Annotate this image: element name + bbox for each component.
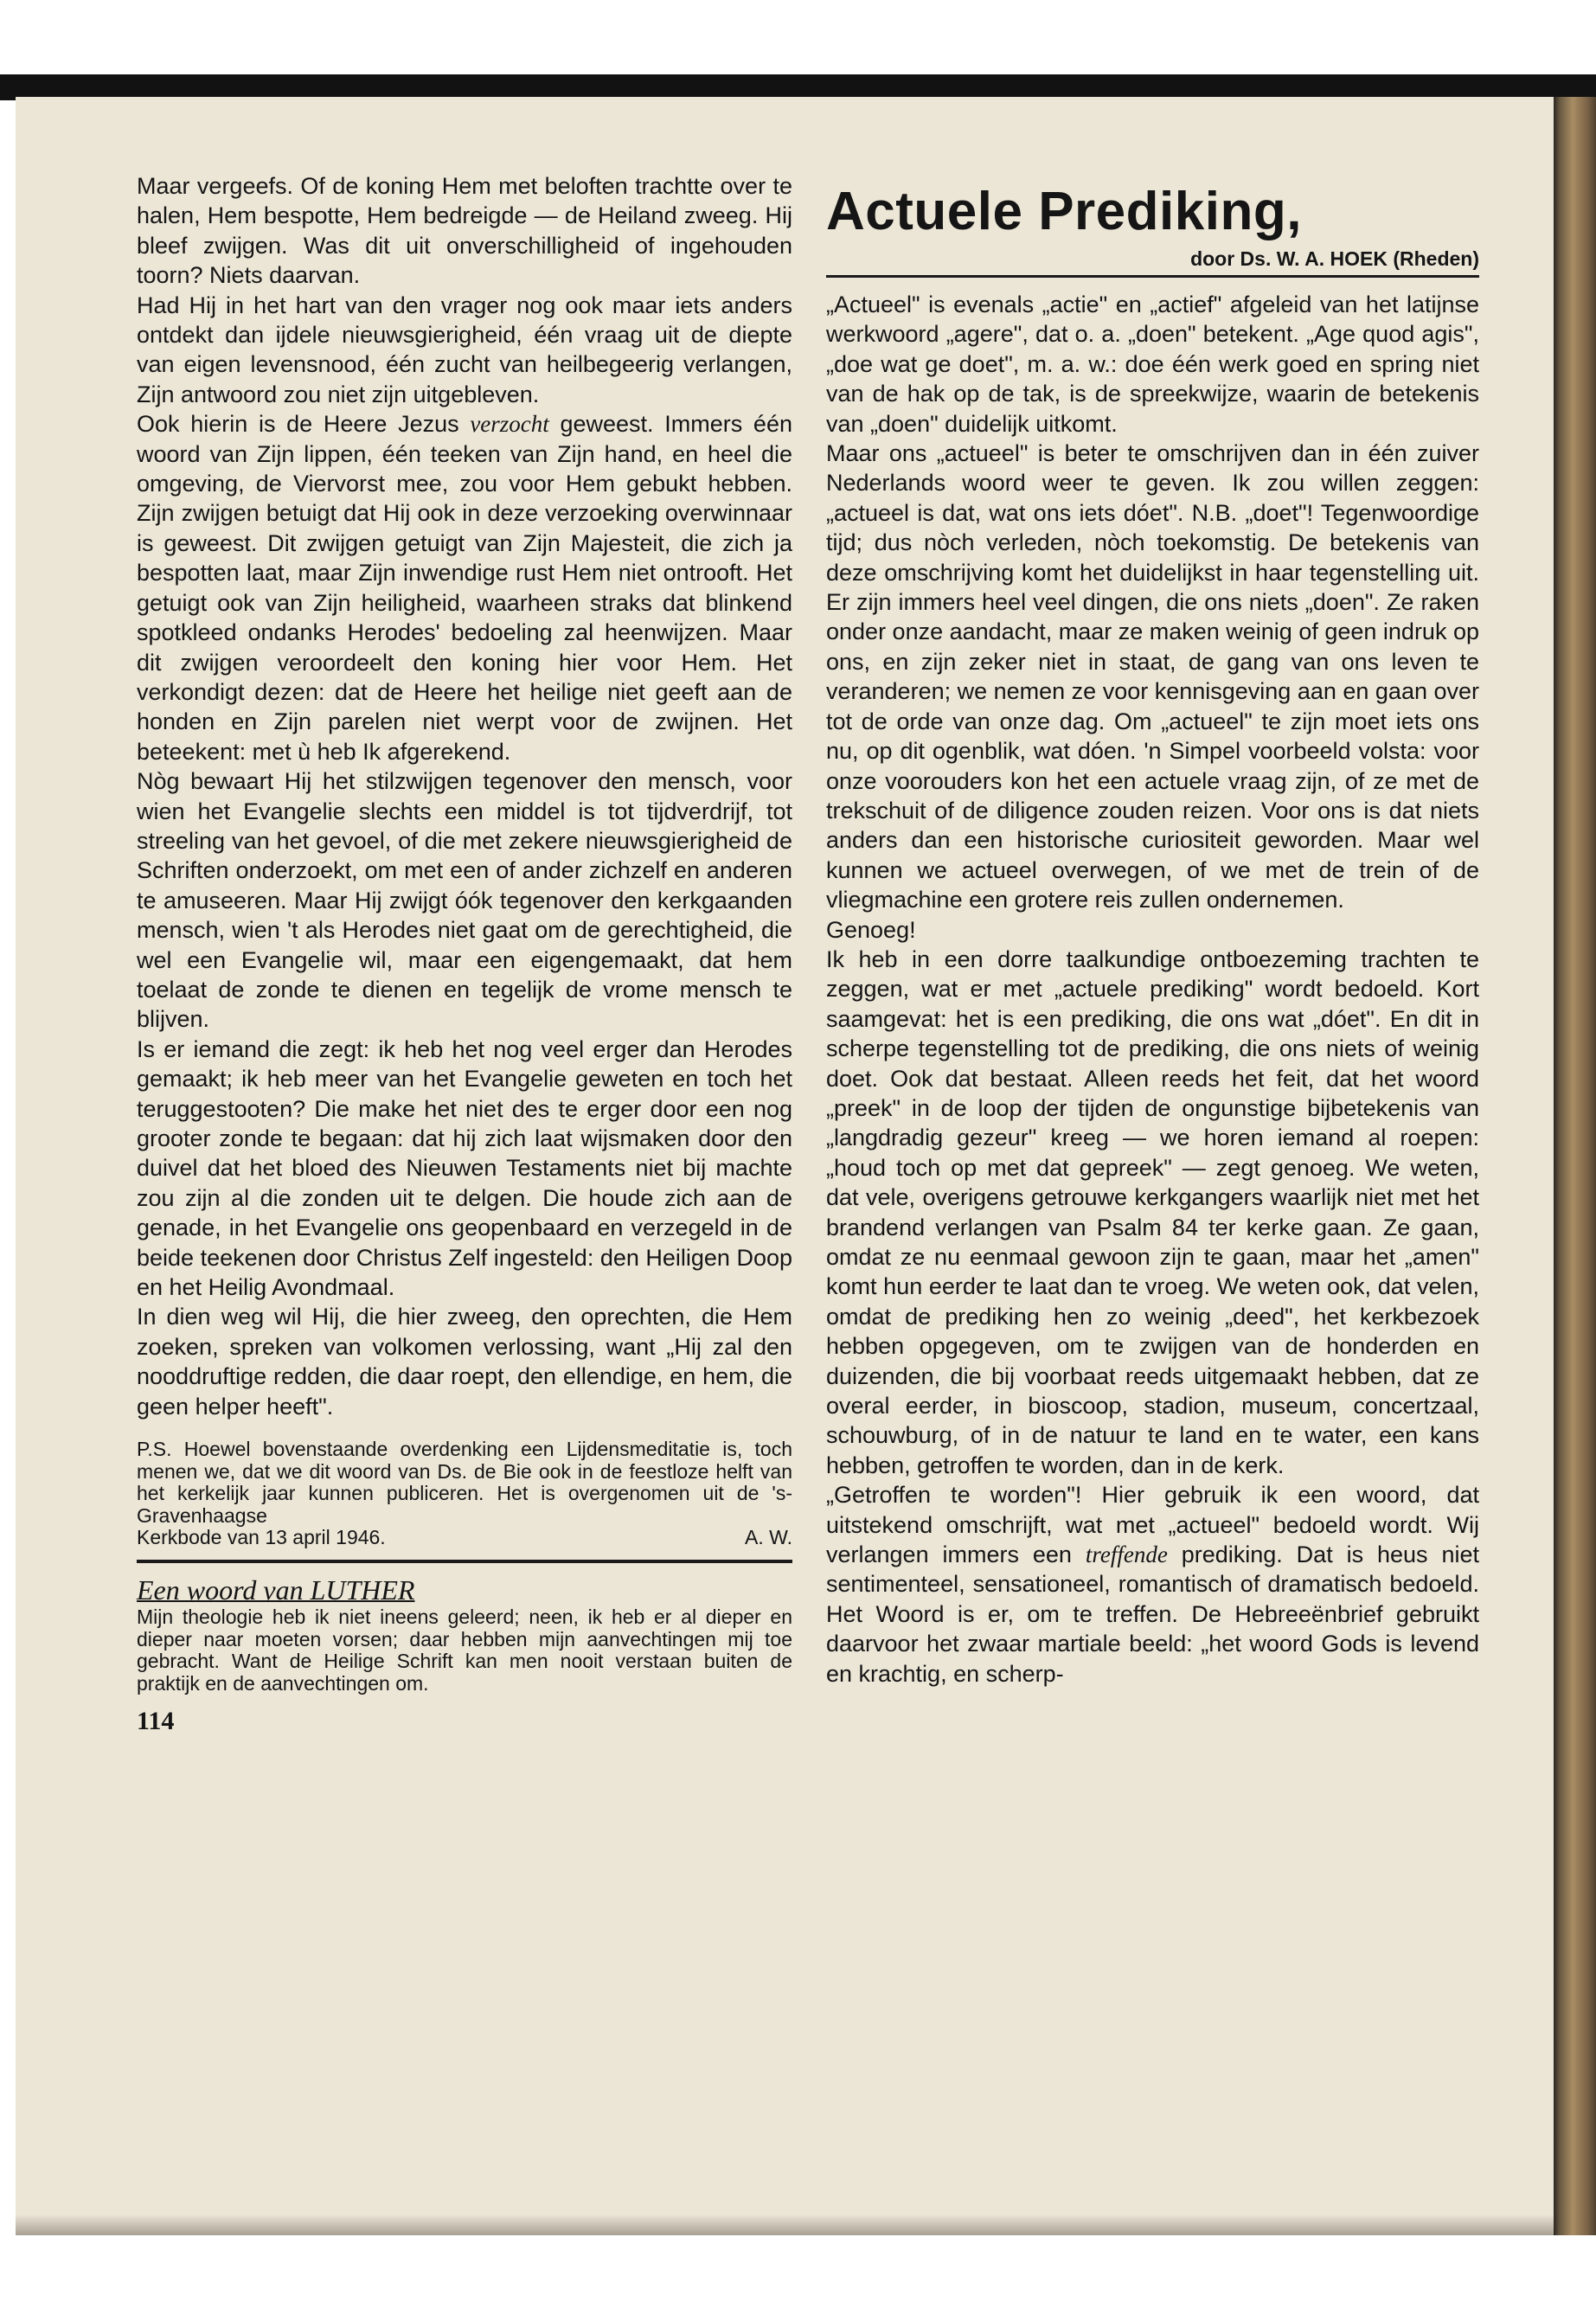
luther-quote: Mijn theologie heb ik niet ineens geleerd; neen, ik heb er al dieper en dieper naar moeten vorsen; daar hebben mijn aanvechtingen mij toe gebracht. Want de Heilige Schrift kan men nooit verstaan buiten de praktijk en de aanvechtingen om. — [137, 1606, 792, 1695]
page-bottom-shadow — [16, 2214, 1554, 2235]
book-spine — [1554, 97, 1596, 2235]
paragraph — [137, 409, 792, 766]
article-title: Actuele Prediking, — [826, 182, 1302, 241]
paragraph: Maar ons „actueel" is beter te omschrijven dan in één zuiver Nederlands woord weer te geven. Ik zou willen zeggen: „actueel is dat, wat ons iets dóet". N.B. „doet"! Tegenwoordige tijd; dus nòch verleden, nòch toekomstig. De betekenis van deze omschrijving komt het duidelijkst in haar tegenstelling uit. Er zijn immers heel veel dingen, die ons niets „doen". Ze raken onder onze aandacht, maar ze maken weinig of geen indruk op ons, en zijn zeker niet in staat, de gang van ons leven te veranderen; we nemen ze voor kennisgeving aan en gaan over tot de orde van onze dag. Om „actueel" te zijn moet iets ons nu, op dit ogenblik, wat dóen. 'n Simpel voorbeeld volsta: voor onze voorouders kon het een actuele vraag zijn, of ze met de trekschuit of de diligence zouden reizen. Voor ons is dat niets anders dan een historische curiositeit geworden. Maar wel kunnen we actueel overwegen, of we met de trein of de vliegmachine een grotere reis zullen ondernemen. — [826, 440, 1479, 913]
postscript-source: Kerkbode van 13 april 1946. — [137, 1526, 386, 1549]
postscript-initials: A. W. — [745, 1526, 792, 1549]
text-run: prediking. Dat is heus niet sentimenteel, sensationeel, romantisch of dramatisch bedoeld. Het Woord is er, om te treffen. De Hebreeënbrief gebruikt daarvoor het zwaar martiale beeld: „het woord Gods is levend en krachtig, en scherp- — [826, 1541, 1479, 1687]
text-run: geweest. Immers één woord van Zijn lippen, één teeken van Zijn hand, en heel die omgeving, de Viervorst mee, zou voor Hem gebukt hebben. Zijn zwijgen betuigt dat Hij ook in deze verzoeking overwinnaar is geweest. Dit zwijgen getuigt van Zijn Majesteit, die zich ja bespotten laat, maar Zijn inwendige rust Hem niet ontrooft. Het getuigt ook van Zijn heiligheid, waarheen straks dat blinkend spotkleed ondanks Herodes' bedoeling zal heenwijzen. Maar dit zwijgen veroordeelt den koning hier voor Hem. Het verkondigt dezen: dat de Heere het heilige niet geeft aan de honden en Zijn parelen niet werpt voor de zwijnen. Het beteekent: met ù heb Ik afgerekend. — [137, 411, 792, 765]
italic-word: treffende — [1085, 1541, 1168, 1568]
text-run: „Getroffen te worden"! Hier gebruik ik een woord, dat uitstekend omschrijft, wat met „actueel" bedoeld wordt. Wij verlangen immers een — [826, 1482, 1479, 1568]
meditation-text — [137, 171, 792, 1421]
italic-word: verzocht — [470, 411, 549, 438]
postscript-signature-line — [137, 1527, 792, 1549]
paragraph: Had Hij in het hart van den vrager nog ook maar iets anders ontdekt dan ijdele nieuwsgierigheid, één vraag uit de diepte van eigen levensnood, één zucht van heilbegeerig verlangen, Zijn antwoord zou niet zijn uitgebleven. — [137, 292, 792, 407]
paragraph: Genoeg! — [826, 916, 916, 943]
article-byline: door Ds. W. A. HOEK (Rheden) — [826, 246, 1479, 278]
postscript-text: P.S. Hoewel bovenstaande overdenking een Lijdensmeditatie is, toch menen we, dat we dit woord van Ds. de Bie ook in de feestloze helft van het kerkelijk jaar kunnen publiceren. Het is overgenomen uit de 's-Gravenhaagse — [137, 1438, 792, 1527]
paragraph: Nòg bewaart Hij het stilzwijgen tegenover den mensch, voor wien het Evangelie slechts een middel is tot tijdverdrijf, tot streeling van het gevoel, of die met zekere nieuwsgierigheid de Schriften onderzoekt, om met een of ander zichzelf en anderen te amuseeren. Maar Hij zwijgt óók tegenover den kerkgaanden mensch, wien 't als Herodes niet gaat om de gerechtigheid, die wel een Evangelie wil, maar een eigengemaakt, dat hem toelaat de zonde te dienen en tegelijk de vrome mensch te blijven. — [137, 768, 792, 1033]
postscript — [137, 1439, 792, 1527]
luther-heading: Een woord van LUTHER — [137, 1574, 415, 1606]
paragraph: „Actueel" is evenals „actie" en „actief" afgeleid van het latijnse werkwoord „agere", dat o. a. „doen" betekent. „Age quod agis", „doe wat ge doet", m. a. w.: doe één werk goed en spring niet van de hak op de tak, is de spreekwijze, waarin de betekenis van „doen" duidelijk uitkomt. — [826, 292, 1479, 437]
text-run: Ook hierin is de Heere Jezus — [137, 411, 471, 438]
section-divider — [137, 1560, 792, 1563]
paragraph: Is er iemand die zegt: ik heb het nog veel erger dan Herodes gemaakt; ik heb meer van het Evangelie geweten en toch het teruggestooten? Die make het niet des te erger door een nog grooter zonde te begaan: dat hij zich laat wijsmaken door den duivel dat het bloed des Nieuwen Testaments niet bij machte zou zijn al die zonden uit te delgen. Die houde zich aan de genade, in het Evangelie ons geopenbaard en verzegeld in de beide teekenen door Christus Zelf ingesteld: den Heiligen Doop en het Heilig Avondmaal. — [137, 1035, 792, 1301]
article-text — [826, 290, 1479, 1689]
paragraph: Ik heb in een dorre taalkundige ontboezeming trachten te zeggen, wat er met „actuele prediking" wordt bedoeld. Kort saamgevat: het is een prediking, die ons wat „dóet". En dit in scherpe tegenstelling tot de prediking, die ons niets of weinig doet. Ook dat bestaat. Alleen reeds het feit, dat het woord „preek" in de loop der tijden de ongunstige bijbetekenis van „langdradig gezeur" kreeg — we horen iemand al roepen: „houd toch op met dat gepreek" — zegt genoeg. We weten, dat vele, overigens getrouwe kerkgangers waarlijk niet met het brandend verlangen van Psalm 84 ter kerke gaan. Ze gaan, omdat ze nu eenmaal gewoon zijn te gaan, maar het „amen" komt hun eerder te laat dan te vroeg. We weten ook, dat velen, omdat de prediking hen zo weinig „deed", het kerkbezoek hebben opgegeven, om te zwijgen van de honderden en duizenden, die bij voorbaat reeds uitgemaakt hebben, dat ze overal eerder, in bioscoop, stadion, museum, concertzaal, schouwburg, of in de natuur te land en te water, een kans hebben, getroffen te worden, dan in de kerk. — [826, 945, 1479, 1478]
paragraph: Maar vergeefs. Of de koning Hem met beloften trachtte over te halen, Hem bespotte, Hem bedreigde — de Heiland zweeg. Hij bleef zwijgen. Was dit uit onverschilligheid of ingehouden toorn? Niets daarvan. — [137, 173, 792, 289]
right-column — [826, 171, 1479, 1689]
page-number: 114 — [137, 1707, 175, 1736]
paragraph — [826, 1480, 1479, 1689]
left-column — [137, 171, 792, 1736]
paragraph: In dien weg wil Hij, die hier zweeg, den oprechten, die Hem zoeken, spreken van volkomen verlossing, want „Hij zal den nooddruftige redden, die daar roept, den ellendige, en hem, die geen helper heeft". — [137, 1304, 792, 1420]
